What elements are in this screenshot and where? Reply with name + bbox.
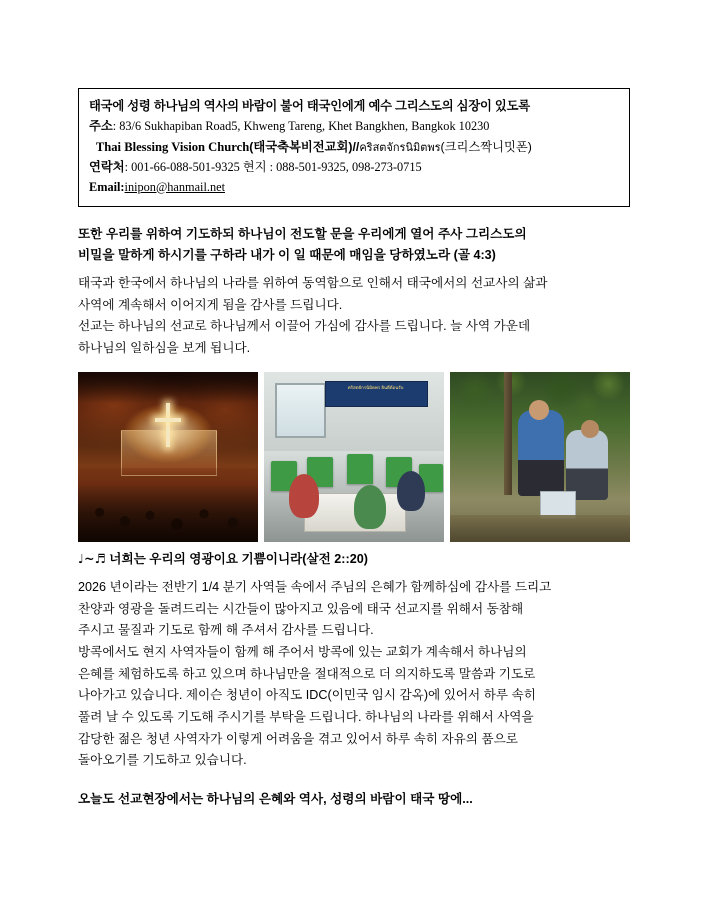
- ground-area: [450, 515, 630, 542]
- night-worship-photo: [78, 372, 258, 542]
- closing-line: 오늘도 선교현장에서는 하나님의 은혜와 역사, 성령의 바람이 태국 땅에...: [78, 792, 473, 807]
- church-name-kr-translit: (크리스짝니밋폰): [440, 139, 532, 154]
- crowd-silhouettes: [78, 468, 258, 543]
- header-email-line: [89, 178, 619, 198]
- header-contact-line: [89, 158, 619, 178]
- verse-line-2: 비밀을 말하게 하시기를 구하라 내가 이 일 때문에 매임을 당하였노라 (골 4:3): [78, 248, 496, 263]
- intro-line-2: 사역에 계속해서 이어지게 됨을 감사를 드립니다.: [78, 297, 343, 312]
- intro-line-1: 태국과 한국에서 하나님의 나라를 위하여 동역함으로 인해서 태국에서의 선교사의 삶과: [78, 275, 548, 290]
- wooden-post: [504, 372, 512, 494]
- report-line-1: 2026 년이라는 전반기 1/4 분기 사역들 속에서 주님의 은혜가 함께하심에 감사를 드리고: [78, 580, 552, 595]
- verse-line-1: 또한 우리를 위하여 기도하되 하나님이 전도할 문을 우리에게 열어 주사 그리스도의: [78, 226, 527, 241]
- header-info-box: [78, 88, 630, 207]
- report-line-9: 돌아오기를 기도하고 있습니다.: [78, 753, 247, 768]
- seated-person: [354, 485, 386, 529]
- document-content: [78, 88, 630, 811]
- intro-block: [78, 273, 630, 360]
- contact-value: : 001-66-088-501-9325 현지 : 088-501-9325, 098-273-0715: [124, 159, 422, 174]
- church-name-kr: (태국축복비전교회)//: [249, 139, 360, 154]
- address-label: 주소: [89, 118, 113, 133]
- header-address-line: [89, 117, 619, 137]
- church-name-en: Thai Blessing Vision Church: [95, 139, 250, 154]
- report-line-8: 감당한 젊은 청년 사역자가 이렇게 어려움을 겪고 있어서 하루 속히 자유의 품으로: [78, 731, 518, 746]
- song-title: 너희는 우리의 영광이요 기쁨이니라(살전 2::20): [109, 552, 368, 567]
- report-line-2: 찬양과 영광을 돌려드리는 시간들이 많아지고 있음에 태국 선교지를 위해서 동참해: [78, 601, 524, 616]
- tent-shadow: [78, 372, 258, 403]
- report-line-6: 나아가고 있습니다. 제이슨 청년이 아직도 IDC(이민국 임시 감옥)에 있어서 하루 속히: [78, 688, 536, 703]
- header-title: 태국에 성령 하나님의 역사의 바람이 불어 태국인에게 예수 그리스도의 심장이 있도록: [89, 99, 530, 113]
- seated-person: [397, 471, 425, 511]
- room-window: [275, 383, 326, 438]
- email-link[interactable]: inipon@hanmail.net: [124, 179, 225, 194]
- report-block: [78, 577, 630, 772]
- photo-strip: [78, 372, 630, 542]
- report-line-5: 은혜를 체험하도록 하고 있으며 하나님만을 절대적으로 더 의지하도록 말씀과 기도로: [78, 666, 536, 681]
- cross-icon-bar: [155, 418, 181, 422]
- address-value: : 83/6 Sukhapiban Road5, Khweng Tareng, Khet Bangkhen, Bangkok 10230: [112, 118, 490, 133]
- intro-line-4: 하나님의 일하심을 보게 됩니다.: [78, 340, 251, 355]
- outdoor-prayer-photo: [450, 372, 630, 542]
- church-banner-text: คริสตจักรนิมิตพร ยินดีต้อนรับ: [347, 385, 404, 391]
- header-church-line: [89, 137, 619, 158]
- seated-person: [289, 474, 319, 518]
- report-line-4: 방콕에서도 현지 사역자들이 함께 해 주어서 방콕에 있는 교회가 계속해서 하나님의: [78, 645, 527, 660]
- standing-man-blue-shirt: [518, 410, 564, 496]
- report-line-7: 풀려 날 수 있도록 기도해 주시기를 부탁을 드립니다. 하나님의 나라를 위해서 사역을: [78, 710, 534, 725]
- intro-line-3: 선교는 하나님의 선교로 하나님께서 이끌어 가심에 감사를 드립니다. 늘 사역 가운데: [78, 319, 531, 334]
- music-note-icon: ♩~♬: [78, 551, 106, 567]
- green-chair: [347, 454, 373, 484]
- contact-label: 연락처: [89, 159, 125, 174]
- verse-block: [78, 224, 630, 267]
- cross-icon: [166, 403, 170, 447]
- standing-man-head: [529, 400, 549, 420]
- indoor-meeting-photo: [264, 372, 444, 542]
- report-line-3: 주시고 물질과 기도로 함께 해 주셔서 감사를 드립니다.: [78, 623, 374, 638]
- song-line: [78, 548, 630, 571]
- church-name-thai: คริสตจักรนิมิตพร: [359, 141, 441, 154]
- email-label: Email:: [89, 179, 125, 194]
